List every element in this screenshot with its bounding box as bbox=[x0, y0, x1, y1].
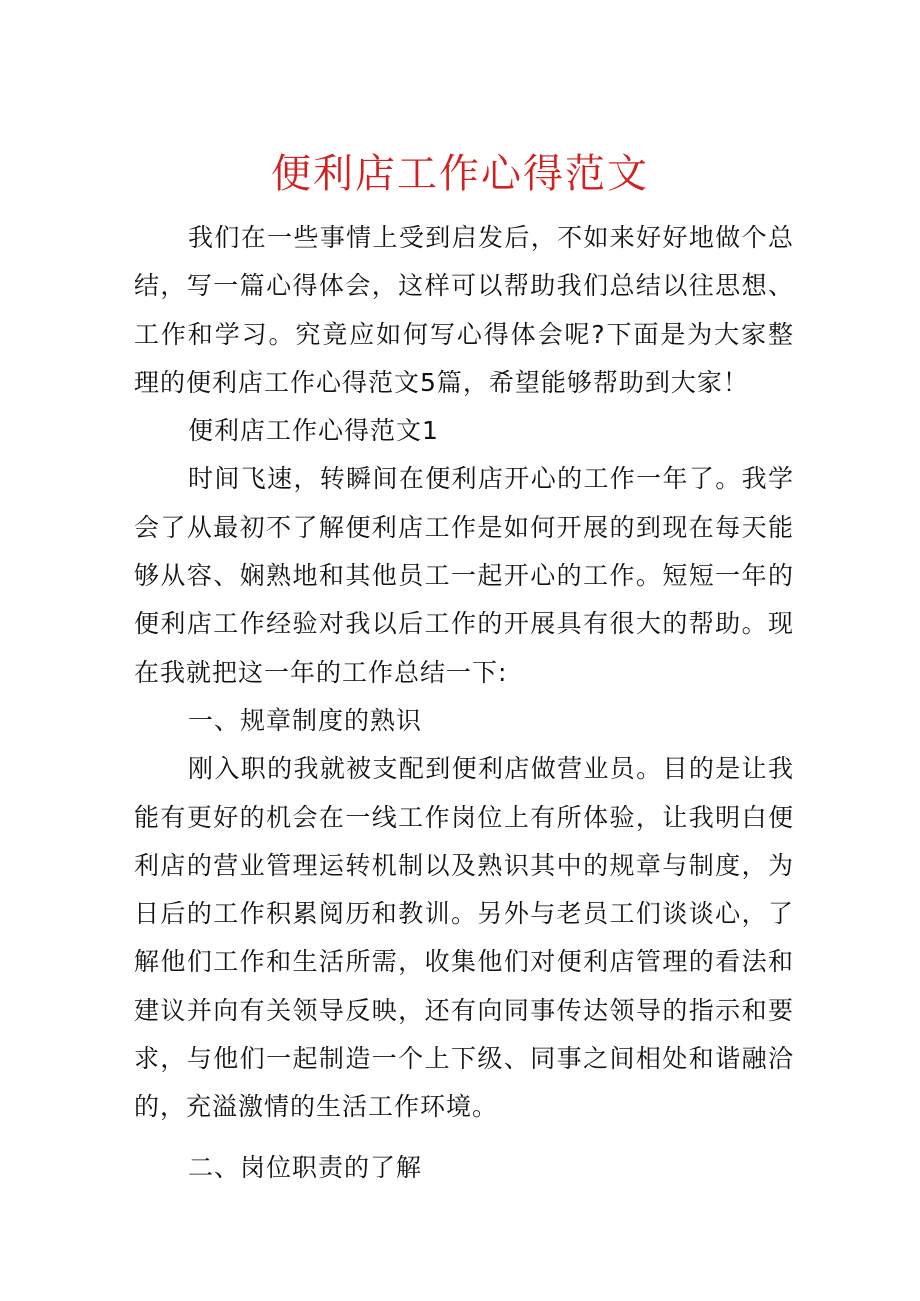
section-heading-rules: 一、规章制度的熟识 bbox=[188, 705, 423, 735]
document-body bbox=[134, 214, 794, 1192]
intro-paragraph: 我们在一些事情上受到启发后，不如来好好地做个总结，写一篇心得体会，这样可以帮助我们总结以往思想、工作和学习。究竟应如何写心得体会呢?下面是为大家整理的便利店工作心得范文5篇，希望能够帮助到大家！ bbox=[134, 223, 794, 397]
body-paragraph: 时间飞速，转瞬间在便利店开心的工作一年了。我学会了从最初不了解便利店工作是如何开展的到现在每天能够从容、娴熟地和其他员工一起开心的工作。短短一年的便利店工作经验对我以后工作的开展具有很大的帮助。现在我就把这一年的工作总结一下: bbox=[134, 464, 794, 687]
section-heading-duties: 二、岗位职责的了解 bbox=[188, 1152, 423, 1182]
document-title: 便利店工作心得范文 bbox=[271, 151, 649, 197]
body-paragraph: 刚入职的我就被支配到便利店做营业员。目的是让我能有更好的机会在一线工作岗位上有所体验，让我明白便利店的营业管理运转机制以及熟识其中的规章与制度，为日后的工作积累阅历和教训。另外与老员工们谈谈心，了解他们工作和生活所需，收集他们对便利店管理的看法和建议并向有关领导反映，还有向同事传达领导的指示和要求，与他们一起制造一个上下级、同事之间相处和谐融洽的，充溢激情的生活工作环境。 bbox=[134, 754, 794, 1122]
section-heading-essay-1: 便利店工作心得范文1 bbox=[188, 416, 439, 446]
